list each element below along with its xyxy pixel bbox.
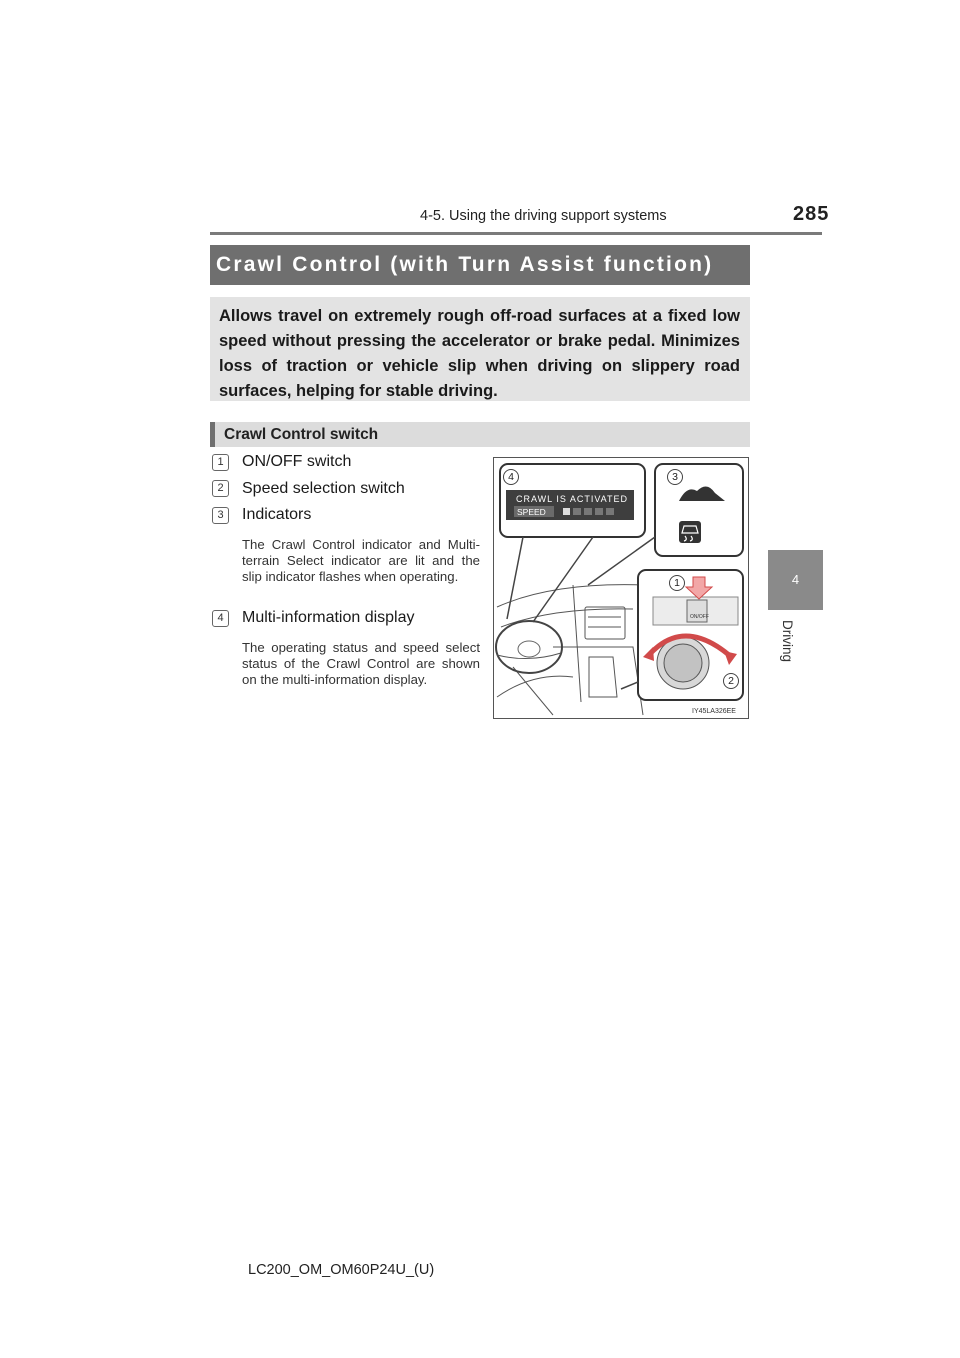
chapter-label-text: Driving bbox=[780, 620, 795, 663]
callout-4: 4 bbox=[503, 469, 519, 485]
subsection-title: Crawl Control switch bbox=[224, 426, 379, 443]
item-number: 3 bbox=[212, 507, 229, 524]
display-line2: SPEED bbox=[517, 507, 546, 517]
item-label: Speed selection switch bbox=[242, 480, 405, 497]
callout-2: 2 bbox=[723, 673, 739, 689]
display-line1: CRAWL IS ACTIVATED bbox=[516, 494, 629, 504]
item-label: Indicators bbox=[242, 506, 312, 523]
item-number: 2 bbox=[212, 480, 229, 497]
chapter-number: 4 bbox=[791, 572, 800, 587]
figure-code: IY45LA326EE bbox=[692, 708, 736, 715]
item-label: Multi-information display bbox=[242, 609, 415, 626]
footer-code: LC200_OM_OM60P24U_(U) bbox=[248, 1262, 435, 1278]
subsection-accent bbox=[210, 422, 215, 447]
item-label: ON/OFF switch bbox=[242, 453, 352, 470]
item-number: 4 bbox=[212, 610, 229, 627]
header-rule bbox=[210, 232, 822, 235]
callout-1: 1 bbox=[669, 575, 685, 591]
section-heading: 4-5. Using the driving support systems bbox=[420, 208, 667, 224]
illustration-svg bbox=[493, 457, 749, 719]
callout-3: 3 bbox=[667, 469, 683, 485]
page-number: 285 bbox=[793, 203, 830, 225]
chapter-label bbox=[771, 620, 821, 680]
item-description: The Crawl Control indicator and Multi-terrain Select indicator are lit and the slip indicator flashes when operating. bbox=[242, 537, 480, 584]
speed-dial bbox=[664, 644, 702, 682]
crawl-control-illustration bbox=[493, 457, 749, 719]
item-number: 1 bbox=[212, 454, 229, 471]
page-title: Crawl Control (with Turn Assist function) bbox=[216, 253, 714, 276]
intro-text: Allows travel on extremely rough off-road surfaces at a fixed low speed without pressing the accelerator or brake pedal. Minimizes loss of traction or vehicle slip when driving on slippery road surfaces, helping for stable driving. bbox=[219, 307, 740, 400]
switch-label: ON/OFF bbox=[690, 614, 709, 620]
item-description: The operating status and speed select status of the Crawl Control are shown on the multi-information display. bbox=[242, 640, 480, 687]
